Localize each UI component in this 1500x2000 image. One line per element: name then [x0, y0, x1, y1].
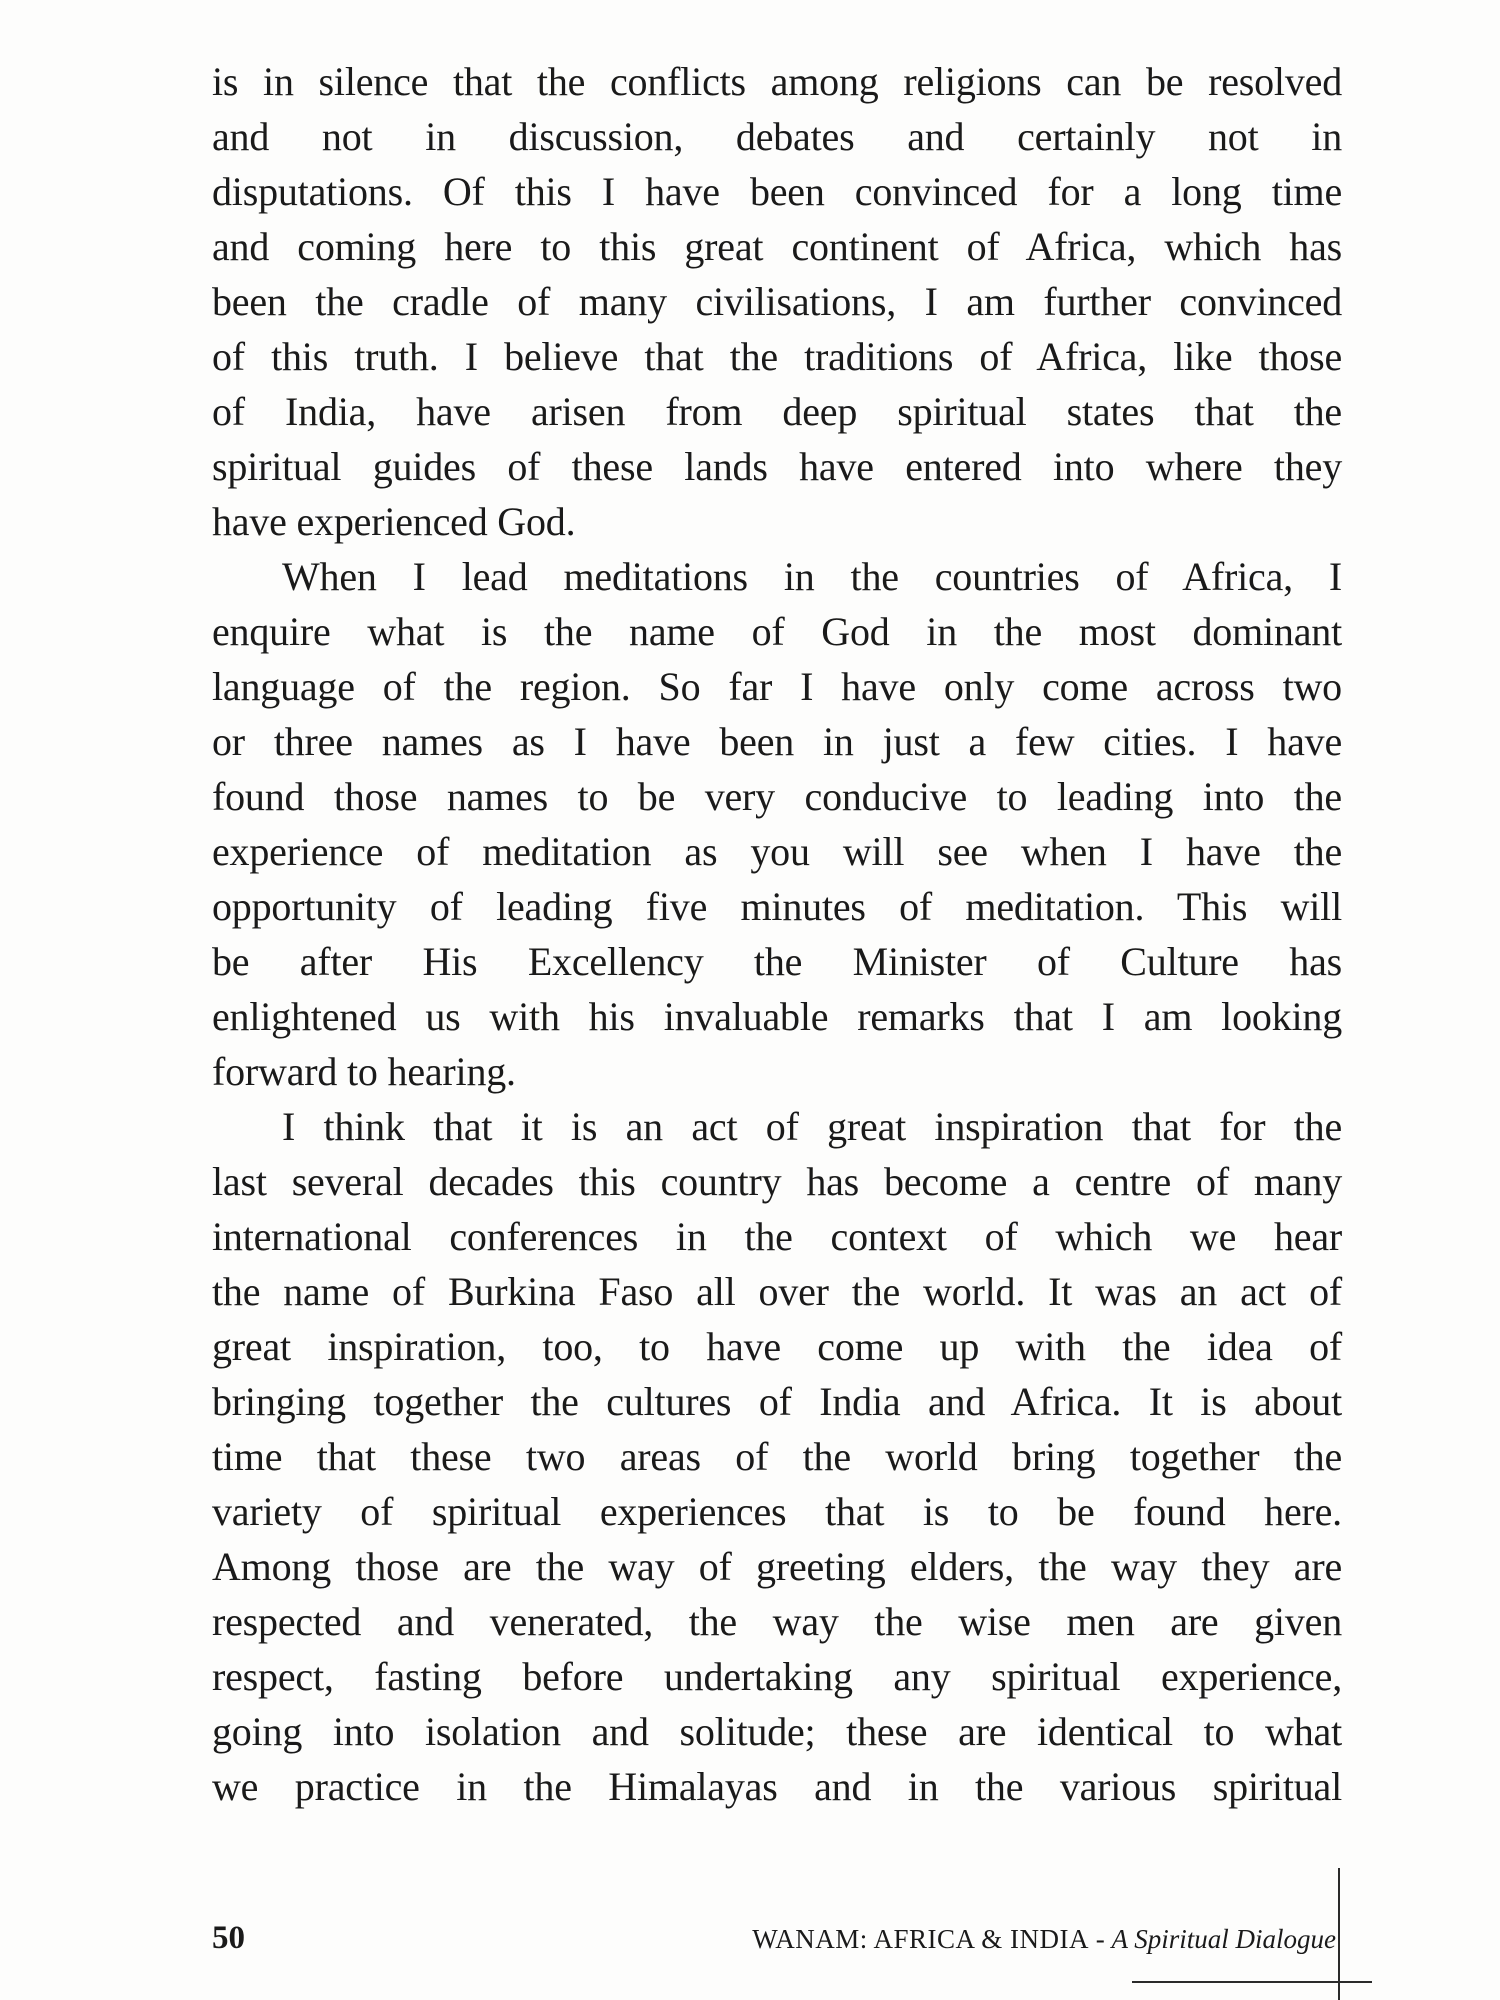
paragraph-start-line: I think that it is an act of great inspiration that for the — [282, 1104, 1342, 1149]
book-subtitle: A Spiritual Dialogue — [1111, 1924, 1336, 1954]
text-line: and coming here to this great continent of Africa, which has — [212, 224, 1342, 269]
book-title: WANAM: AFRICA & INDIA — [752, 1924, 1089, 1954]
text-line: Among those are the way of greeting elders, the way they are — [212, 1544, 1342, 1589]
running-title — [752, 1924, 1336, 1955]
crop-mark-horizontal — [1132, 1981, 1372, 1983]
text-line: bringing together the cultures of India and Africa. It is about — [212, 1379, 1342, 1424]
text-line: or three names as I have been in just a few cities. I have — [212, 719, 1342, 764]
text-line: been the cradle of many civilisations, I am further convinced — [212, 279, 1342, 324]
text-line: spiritual guides of these lands have entered into where they — [212, 444, 1342, 489]
text-line: of India, have arisen from deep spiritual states that the — [212, 389, 1342, 434]
title-separator: - — [1088, 1924, 1112, 1954]
text-line: variety of spiritual experiences that is to be found here. — [212, 1489, 1342, 1534]
page-number: 50 — [212, 1920, 245, 1956]
text-line: respected and venerated, the way the wise men are given — [212, 1599, 1342, 1644]
text-line: enlightened us with his invaluable remarks that I am looking — [212, 994, 1342, 1039]
text-line: we practice in the Himalayas and in the various spiritual — [212, 1764, 1342, 1809]
body-text — [212, 54, 1342, 1814]
text-line: and not in discussion, debates and certainly not in — [212, 114, 1342, 159]
text-line: of this truth. I believe that the traditions of Africa, like those — [212, 334, 1342, 379]
text-line: language of the region. So far I have only come across two — [212, 664, 1342, 709]
paragraph-end-line: have experienced God. — [212, 499, 576, 544]
text-line: enquire what is the name of God in the most dominant — [212, 609, 1342, 654]
text-line: international conferences in the context of which we hear — [212, 1214, 1342, 1259]
text-line: is in silence that the conflicts among religions can be resolved — [212, 59, 1342, 104]
text-line: disputations. Of this I have been convinced for a long time — [212, 169, 1342, 214]
text-line: time that these two areas of the world bring together the — [212, 1434, 1342, 1479]
text-line: going into isolation and solitude; these are identical to what — [212, 1709, 1342, 1754]
paragraph-start-line: When I lead meditations in the countries of Africa, I — [282, 554, 1342, 599]
text-line: respect, fasting before undertaking any spiritual experience, — [212, 1654, 1342, 1699]
text-line: opportunity of leading five minutes of meditation. This will — [212, 884, 1342, 929]
text-line: great inspiration, too, to have come up with the idea of — [212, 1324, 1342, 1369]
page-footer — [212, 1920, 1336, 1960]
text-line: experience of meditation as you will see when I have the — [212, 829, 1342, 874]
text-line: found those names to be very conducive to leading into the — [212, 774, 1342, 819]
text-line: be after His Excellency the Minister of Culture has — [212, 939, 1342, 984]
text-line: the name of Burkina Faso all over the world. It was an act of — [212, 1269, 1342, 1314]
text-line: last several decades this country has become a centre of many — [212, 1159, 1342, 1204]
paragraph-end-line: forward to hearing. — [212, 1049, 516, 1094]
